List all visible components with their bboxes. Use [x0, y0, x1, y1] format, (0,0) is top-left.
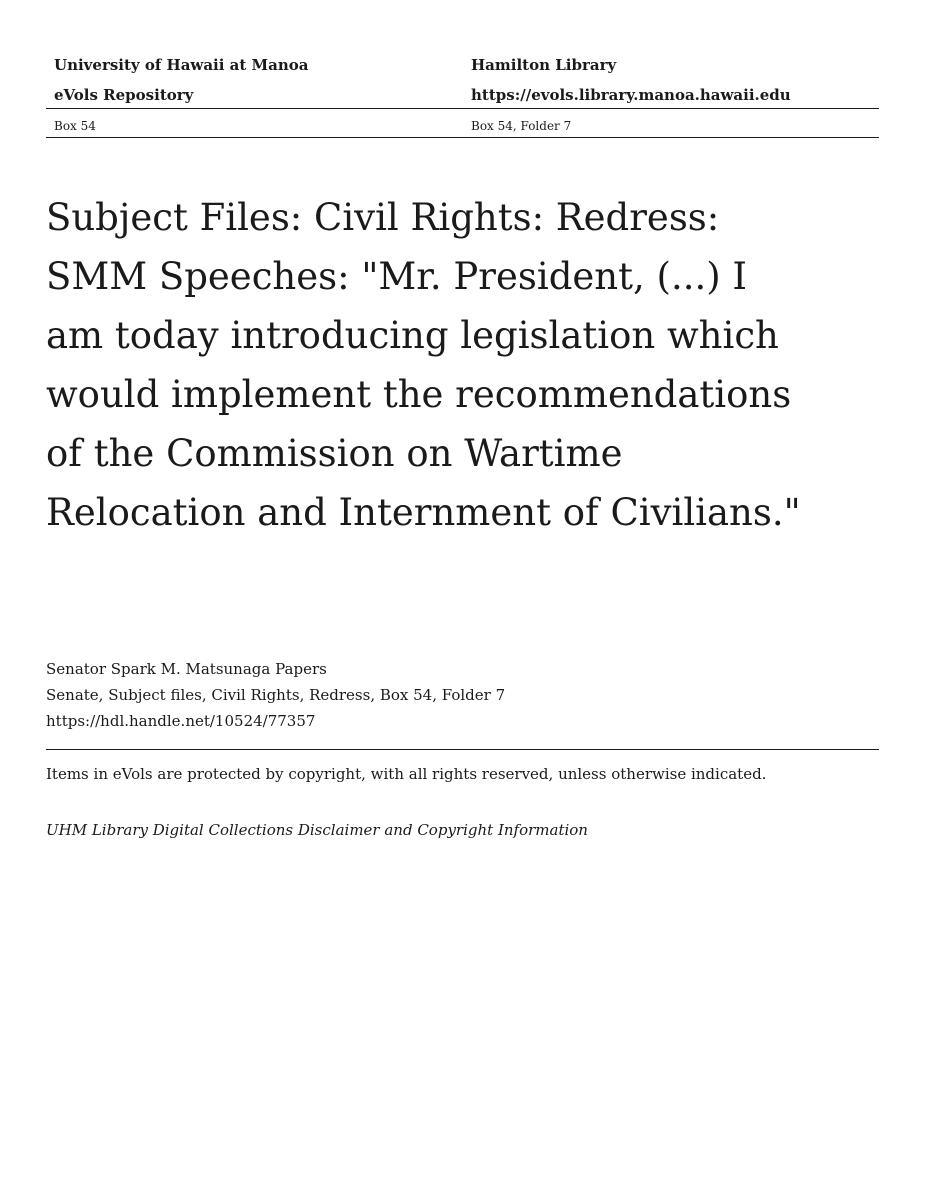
disclaimer-link[interactable]: UHM Library Digital Collections Disclaimer and Copyright Information: [46, 821, 588, 839]
collection-location: Senate, Subject files, Civil Rights, Redress, Box 54, Folder 7: [46, 686, 506, 704]
box-folder-label: Box 54, Folder 7: [471, 119, 572, 133]
repository-url[interactable]: https://evols.library.manoa.hawaii.edu: [471, 86, 791, 104]
box-label: Box 54: [54, 119, 96, 133]
institution-name: University of Hawaii at Manoa: [54, 56, 309, 74]
collection-metadata: [46, 656, 879, 734]
repository-name: eVols Repository: [54, 86, 194, 104]
box-divider: [46, 137, 879, 138]
collection-name: Senator Spark M. Matsunaga Papers: [46, 660, 327, 678]
header-divider: [46, 108, 879, 109]
document-title: Subject Files: Civil Rights: Redress: SMM Speeches: "Mr. President, (...) I am today introducing legislation which would implement the recommendations of the Commission on Wartime Relocation and Internment of Civilians.": [46, 196, 801, 534]
copyright-notice: Items in eVols are protected by copyright, with all rights reserved, unless otherwise indicated.: [46, 765, 767, 783]
footer-divider: [46, 749, 879, 750]
handle-link[interactable]: https://hdl.handle.net/10524/77357: [46, 712, 316, 730]
library-name: Hamilton Library: [471, 56, 617, 74]
